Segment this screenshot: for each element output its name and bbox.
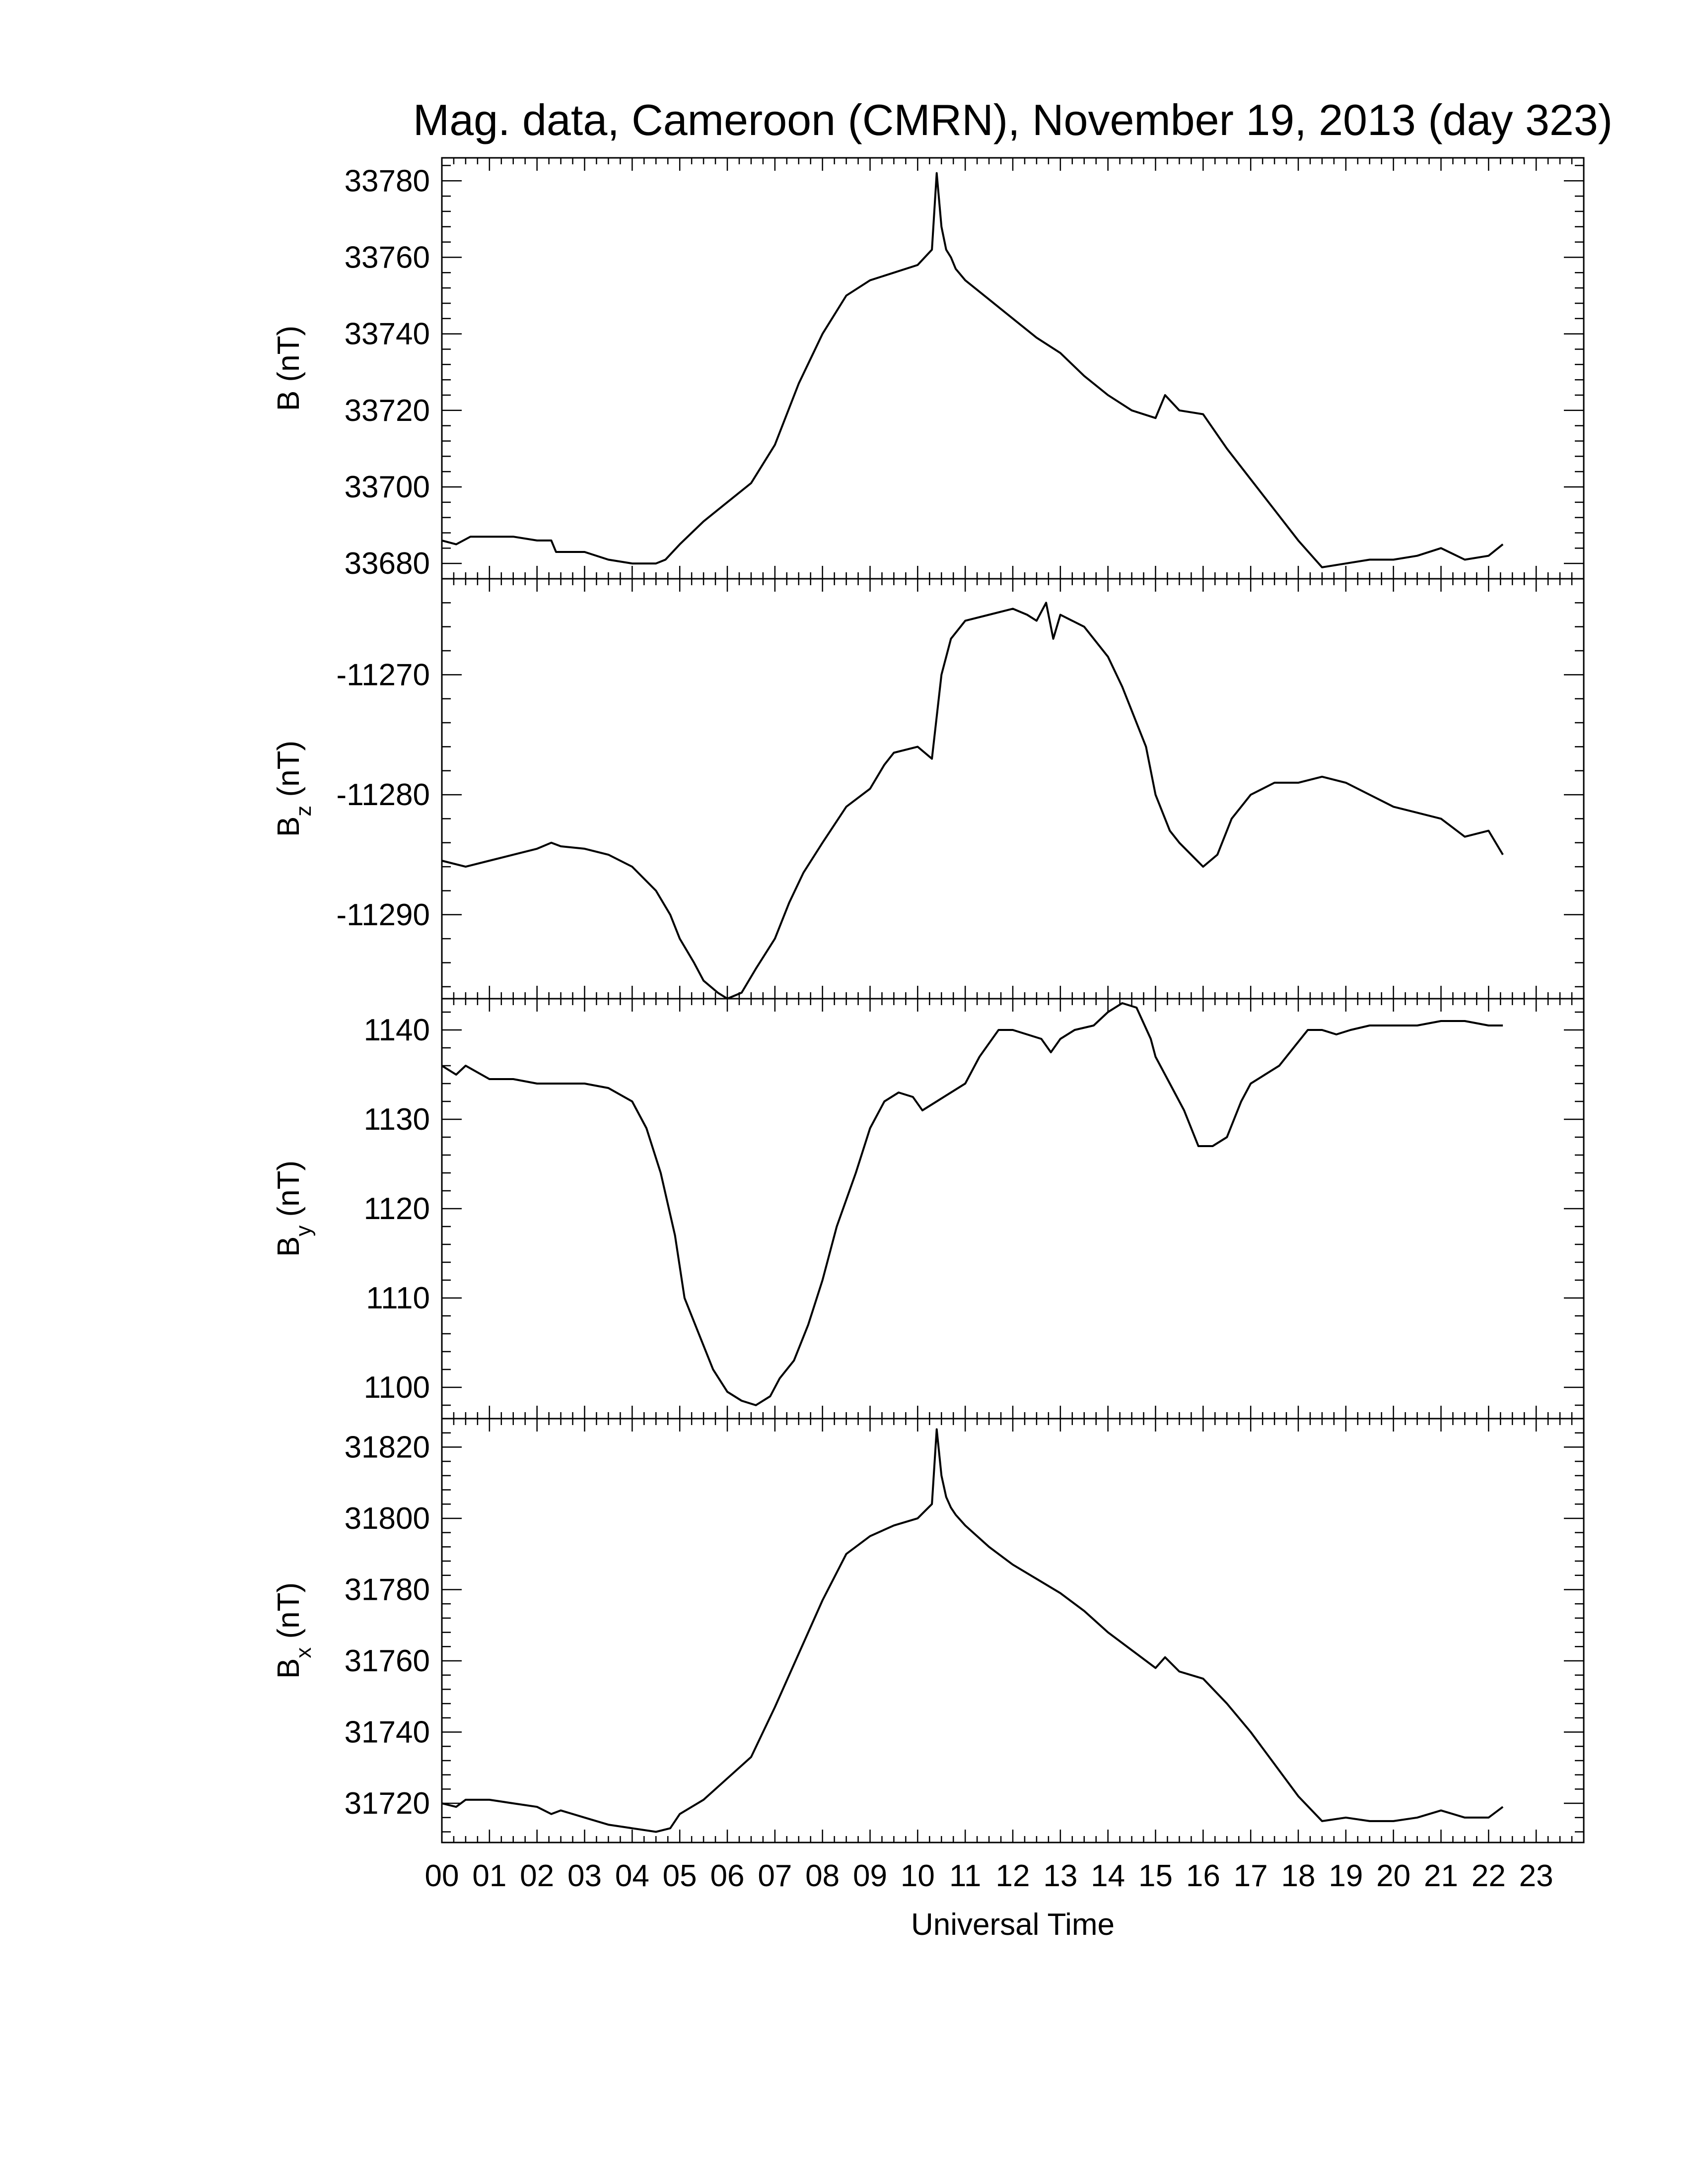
- panel-Bz: [272, 579, 1584, 999]
- y-tick-label: 31820: [344, 1430, 430, 1465]
- y-tick-label: -11270: [336, 658, 430, 692]
- x-tick-label: 02: [520, 1859, 555, 1893]
- y-axis-title: [272, 1160, 316, 1257]
- x-tick-label: 06: [710, 1859, 745, 1893]
- y-axis-title-unit: (nT): [272, 1582, 306, 1647]
- x-tick-label: 05: [662, 1859, 697, 1893]
- y-axis-title-subscript: y: [291, 1225, 316, 1236]
- y-tick-label: 1140: [363, 1013, 430, 1047]
- x-tick-label: 12: [995, 1859, 1030, 1893]
- x-tick-label: 21: [1424, 1859, 1458, 1893]
- y-tick-label: 1100: [363, 1370, 430, 1405]
- panels: [272, 158, 1584, 1843]
- y-tick-label: 1130: [363, 1102, 430, 1137]
- series-line-Bz: [442, 603, 1503, 999]
- series-line-B: [442, 173, 1503, 567]
- panel-Bx: [272, 1419, 1584, 1843]
- y-axis-title-subscript: x: [291, 1647, 316, 1658]
- y-tick-label: 33740: [344, 317, 430, 351]
- x-tick-label: 20: [1376, 1859, 1411, 1893]
- y-tick-label: 31800: [344, 1501, 430, 1536]
- x-tick-label: 13: [1043, 1859, 1078, 1893]
- x-tick-label: 22: [1471, 1859, 1506, 1893]
- x-tick-label: 19: [1329, 1859, 1363, 1893]
- x-tick-label: 16: [1186, 1859, 1220, 1893]
- y-axis-title: [272, 741, 316, 837]
- y-axis-title-main: B: [272, 816, 306, 837]
- x-axis: [425, 1859, 1553, 1893]
- panel-frame: [442, 999, 1584, 1419]
- panel-frame: [442, 1419, 1584, 1843]
- y-axis-title-unit: (nT): [272, 740, 306, 806]
- y-tick-label: 31740: [344, 1715, 430, 1750]
- panel-frame: [442, 158, 1584, 579]
- x-tick-label: 14: [1091, 1859, 1125, 1893]
- y-axis-title-unit: (nT): [272, 325, 306, 391]
- y-axis-title-subscript: z: [291, 805, 316, 817]
- y-axis-title: [272, 326, 306, 411]
- panel-B: [272, 158, 1584, 581]
- x-tick-label: 07: [758, 1859, 792, 1893]
- x-tick-label: 15: [1138, 1859, 1173, 1893]
- x-tick-label: 00: [424, 1859, 459, 1893]
- x-tick-label: 04: [615, 1859, 649, 1893]
- y-tick-label: 31780: [344, 1572, 430, 1607]
- y-axis-title: [272, 1582, 316, 1679]
- x-tick-label: 08: [805, 1859, 840, 1893]
- series-line-Bx: [442, 1430, 1503, 1832]
- x-tick-label: 23: [1519, 1859, 1553, 1893]
- y-tick-label: 31760: [344, 1644, 430, 1678]
- y-tick-label: 31720: [344, 1786, 430, 1821]
- x-tick-label: 18: [1281, 1859, 1316, 1893]
- y-tick-label: 1110: [366, 1281, 430, 1315]
- x-tick-label: 11: [949, 1859, 982, 1893]
- chart-title: Mag. data, Cameroon (CMRN), November 19, 2013 (day 323): [413, 95, 1613, 144]
- y-tick-label: -11290: [336, 897, 430, 932]
- panel-By: [272, 999, 1584, 1419]
- y-axis-title-unit: (nT): [272, 1160, 306, 1226]
- y-axis-title-main: B: [272, 1236, 306, 1257]
- x-tick-label: 03: [567, 1859, 602, 1893]
- y-axis-title-main: B: [272, 1658, 306, 1679]
- series-line-By: [442, 1003, 1503, 1405]
- y-axis-title-main: B: [272, 390, 306, 411]
- panel-frame: [442, 579, 1584, 999]
- x-axis-title: Universal Time: [911, 1908, 1115, 1942]
- x-tick-label: 01: [472, 1859, 507, 1893]
- x-tick-label: 17: [1233, 1859, 1268, 1893]
- x-tick-label: 10: [900, 1859, 935, 1893]
- y-tick-label: 33760: [344, 240, 430, 275]
- y-tick-label: 33680: [344, 546, 430, 581]
- y-tick-label: 33700: [344, 470, 430, 504]
- x-tick-label: 09: [853, 1859, 887, 1893]
- y-tick-label: 1120: [363, 1192, 430, 1226]
- y-tick-label: -11280: [336, 778, 430, 813]
- y-tick-label: 33780: [344, 164, 430, 199]
- y-tick-label: 33720: [344, 393, 430, 428]
